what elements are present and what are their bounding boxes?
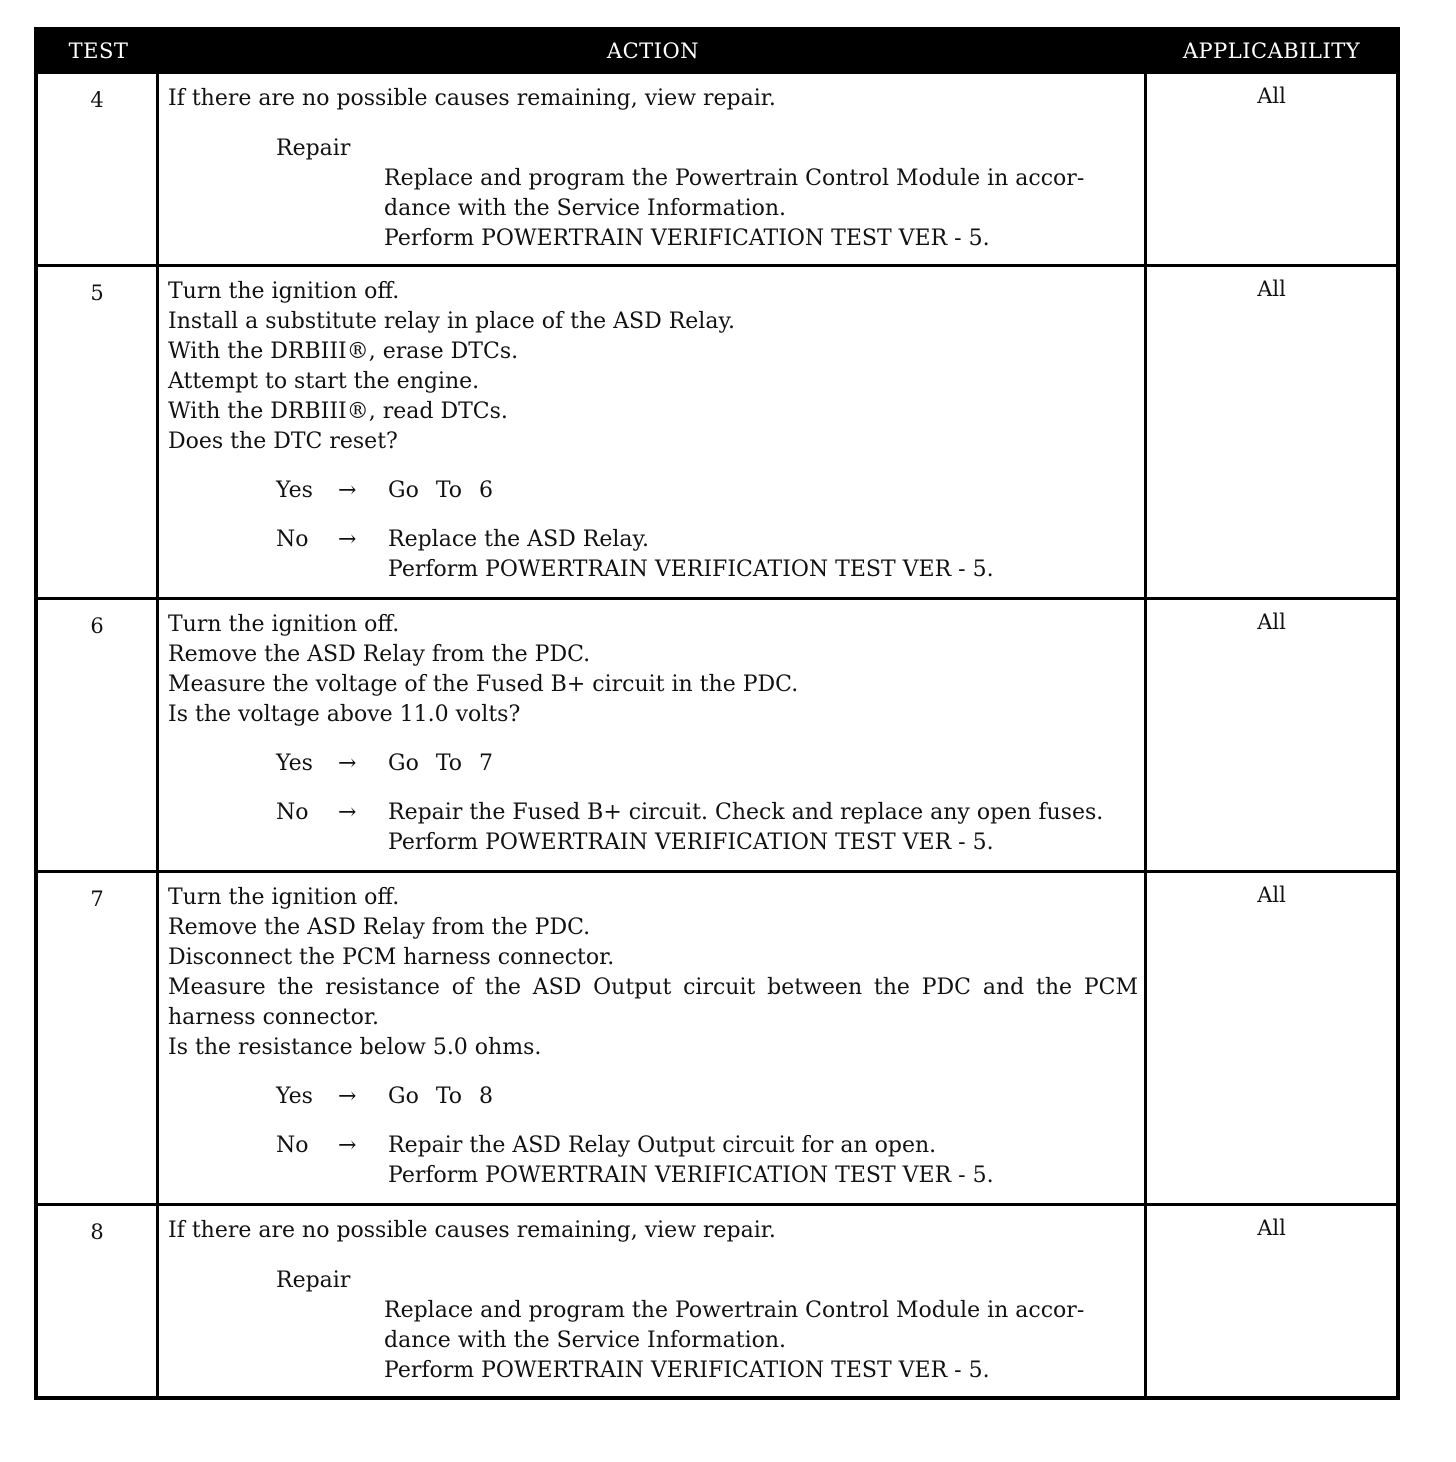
arrow-right-icon: → (338, 1084, 357, 1109)
yes-result: Go To 7 (388, 751, 494, 776)
action-line: Remove the ASD Relay from the PDC. (168, 915, 591, 940)
no-branch (276, 525, 1138, 585)
action-cell (159, 267, 1147, 597)
test-number: 8 (38, 1206, 159, 1396)
arrow-right-icon: → (338, 478, 357, 503)
action-line: Turn the ignition off. (168, 885, 400, 910)
repair-label: Repair (276, 1268, 351, 1293)
yes-branch (276, 1082, 1138, 1112)
repair-line: Replace and program the Powertrain Control Module in accor- (384, 1298, 1085, 1323)
applicability-cell: All (1257, 277, 1286, 301)
action-cell (159, 873, 1147, 1203)
no-result-line: Perform POWERTRAIN VERIFICATION TEST VER - 5. (388, 557, 994, 582)
action-line: Turn the ignition off. (168, 279, 400, 304)
action-line: If there are no possible causes remaining, view repair. (168, 86, 776, 111)
arrow-right-icon: → (338, 800, 357, 825)
test-number: 4 (38, 74, 159, 264)
action-line: If there are no possible causes remaining, view repair. (168, 1218, 776, 1243)
action-line: Measure the voltage of the Fused B+ circuit in the PDC. (168, 672, 799, 697)
action-line: Does the DTC reset? (168, 429, 398, 454)
no-result-line: Perform POWERTRAIN VERIFICATION TEST VER - 5. (388, 830, 994, 855)
repair-line: Perform POWERTRAIN VERIFICATION TEST VER - 5. (384, 1358, 990, 1383)
table-row (38, 264, 1396, 597)
action-line: With the DRBIII®, erase DTCs. (168, 339, 519, 364)
test-number: 5 (38, 267, 159, 597)
no-result-line: Repair the ASD Relay Output circuit for an open. (388, 1133, 937, 1158)
arrow-right-icon: → (338, 751, 357, 776)
yes-label: Yes (276, 751, 313, 776)
table-row (38, 870, 1396, 1203)
no-label: No (276, 1133, 309, 1158)
applicability-cell: All (1257, 1216, 1286, 1240)
action-cell (159, 600, 1147, 870)
action-line: Is the voltage above 11.0 volts? (168, 702, 521, 727)
applicability-cell: All (1257, 610, 1286, 634)
table-row (38, 597, 1396, 870)
yes-result: Go To 6 (388, 478, 494, 503)
table-row (38, 71, 1396, 264)
no-result-line: Replace the ASD Relay. (388, 527, 650, 552)
repair-line: dance with the Service Information. (384, 1328, 787, 1353)
table-header (38, 31, 1396, 71)
diagnostic-table (34, 27, 1400, 1400)
applicability-cell: All (1257, 883, 1286, 907)
action-line: Attempt to start the engine. (168, 369, 480, 394)
no-branch (276, 1131, 1138, 1191)
repair-line: dance with the Service Information. (384, 196, 787, 221)
no-result (388, 798, 1138, 858)
no-label: No (276, 527, 309, 552)
repair-body (384, 164, 1138, 254)
yes-label: Yes (276, 478, 313, 503)
action-cell (159, 74, 1147, 264)
repair-line: Replace and program the Powertrain Control Module in accor- (384, 166, 1085, 191)
arrow-right-icon: → (338, 1133, 357, 1158)
no-branch (276, 798, 1138, 858)
action-line: Disconnect the PCM harness connector. (168, 945, 615, 970)
action-cell (159, 1206, 1147, 1396)
yes-branch (276, 476, 1138, 506)
yes-label: Yes (276, 1084, 313, 1109)
test-number: 6 (38, 600, 159, 870)
yes-result: Go To 8 (388, 1084, 494, 1109)
table-row (38, 1203, 1396, 1396)
no-label: No (276, 800, 309, 825)
no-result (388, 525, 1138, 585)
applicability-cell: All (1257, 84, 1286, 108)
arrow-right-icon: → (338, 527, 357, 552)
action-line: With the DRBIII®, read DTCs. (168, 399, 508, 424)
no-result-line: Repair the Fused B+ circuit. Check and replace any open fuses. (388, 800, 1104, 825)
repair-label: Repair (276, 136, 351, 161)
yes-branch (276, 749, 1138, 779)
action-line: Remove the ASD Relay from the PDC. (168, 642, 591, 667)
header-test: TEST (68, 39, 129, 63)
test-number: 7 (38, 873, 159, 1203)
action-line: Measure the resistance of the ASD Output circuit between the PDC and the PCM harness connector. (168, 975, 1138, 1030)
no-result (388, 1131, 1138, 1191)
header-applicability: APPLICABILITY (1182, 39, 1361, 63)
action-line: Install a substitute relay in place of the ASD Relay. (168, 309, 735, 334)
header-action: ACTION (606, 39, 700, 63)
no-result-line: Perform POWERTRAIN VERIFICATION TEST VER - 5. (388, 1163, 994, 1188)
repair-body (384, 1296, 1138, 1386)
action-line: Is the resistance below 5.0 ohms. (168, 1035, 542, 1060)
action-line: Turn the ignition off. (168, 612, 400, 637)
repair-line: Perform POWERTRAIN VERIFICATION TEST VER - 5. (384, 226, 990, 251)
